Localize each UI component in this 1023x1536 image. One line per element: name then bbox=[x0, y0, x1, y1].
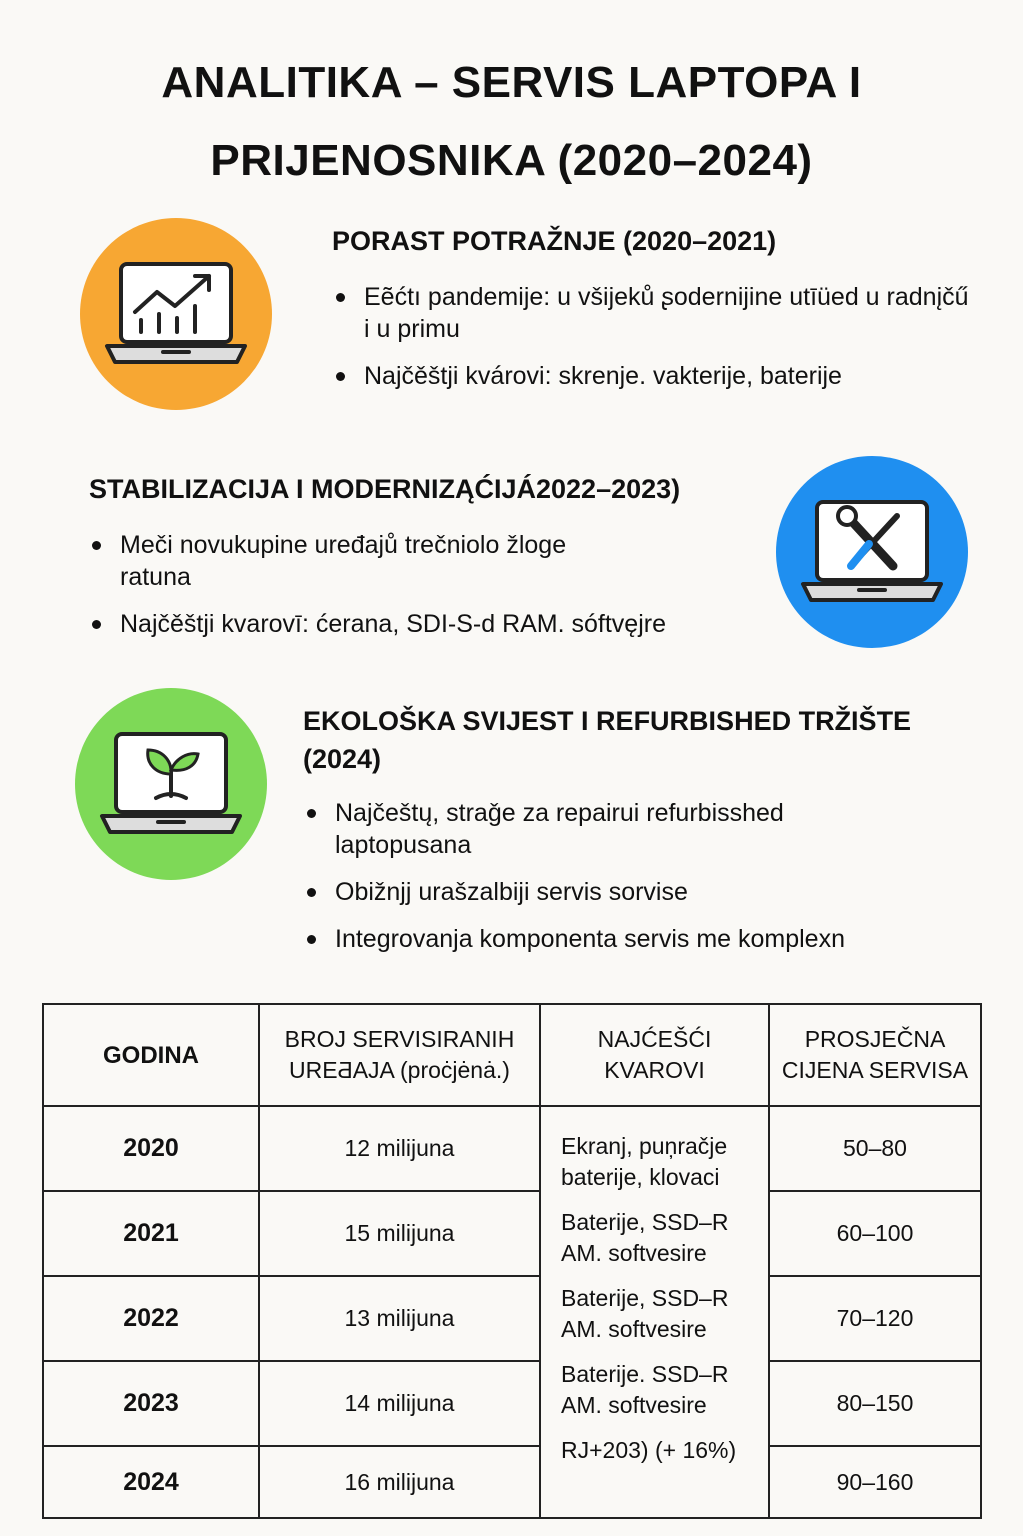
fault-entry: Baterije, SSD–R AM. softvesire bbox=[561, 1285, 729, 1342]
cell-devices: 13 milijuna bbox=[259, 1276, 540, 1361]
cell-year: 2021 bbox=[43, 1191, 259, 1276]
header-year: GODINA bbox=[43, 1004, 259, 1106]
cell-devices: 12 milijuna bbox=[259, 1106, 540, 1191]
section-1-bullets bbox=[334, 281, 974, 407]
laptop-plant-icon bbox=[96, 724, 246, 844]
list-item: Najčěštji kvárovi: skrenje. vakterije, baterije bbox=[334, 360, 974, 392]
service-stats-table bbox=[42, 1003, 982, 1519]
cell-year: 2024 bbox=[43, 1446, 259, 1518]
table-header-row bbox=[43, 1004, 981, 1106]
section-2-bullets bbox=[90, 529, 750, 655]
section-1-heading: PORAST POTRAŽNJE (2020–2021) bbox=[332, 226, 777, 256]
header-price: PROSJEČNA CIJENA SERVISA bbox=[769, 1004, 981, 1106]
section-1-icon-circle bbox=[80, 218, 272, 410]
table-row bbox=[43, 1446, 981, 1518]
cell-year: 2020 bbox=[43, 1106, 259, 1191]
cell-year: 2023 bbox=[43, 1361, 259, 1446]
list-item: Integrovanja komponenta servis me komplexn bbox=[305, 923, 945, 955]
section-3-heading bbox=[303, 702, 973, 778]
laptop-tools-icon bbox=[797, 492, 947, 612]
cell-price: 80–150 bbox=[769, 1361, 981, 1446]
header-devices: BROJ SERVISIRANIH UREƋAJA (proċjėnȧ.) bbox=[259, 1004, 540, 1106]
fault-entry: Baterije. SSD–R AM. softvesire bbox=[561, 1361, 729, 1418]
cell-devices: 14 milijuna bbox=[259, 1361, 540, 1446]
section-3-icon-circle bbox=[75, 688, 267, 880]
cell-devices: 16 milijuna bbox=[259, 1446, 540, 1518]
section-3-bullets bbox=[305, 797, 945, 970]
table-row bbox=[43, 1361, 981, 1446]
cell-year: 2022 bbox=[43, 1276, 259, 1361]
cell-devices: 15 milijuna bbox=[259, 1191, 540, 1276]
header-faults: NAJĆEŠĆI KVAROVI bbox=[540, 1004, 769, 1106]
list-item: Obižnjj urašzalbiji servis sorvise bbox=[305, 876, 945, 908]
table-row bbox=[43, 1106, 981, 1191]
laptop-rising-chart-icon bbox=[101, 254, 251, 374]
list-item: Eẽćtı pandemije: u všijeků ʂodernijine utīüed u radnįčű i u primu bbox=[334, 281, 974, 345]
section-2-heading: STABILIZACIJA I MODERNIZĄĆIJÁ2022–2023) bbox=[89, 474, 681, 504]
cell-price: 60–100 bbox=[769, 1191, 981, 1276]
fault-entry: Baterije, SSD–R AM. softvesire bbox=[561, 1209, 729, 1266]
table-row bbox=[43, 1191, 981, 1276]
cell-price: 70–120 bbox=[769, 1276, 981, 1361]
cell-price: 90–160 bbox=[769, 1446, 981, 1518]
page-title bbox=[0, 44, 1023, 200]
list-item: Meči novukupine uređajů trečniolo žloge ratuna bbox=[90, 529, 600, 593]
section-2-icon-circle bbox=[776, 456, 968, 648]
cell-faults-merged bbox=[540, 1106, 769, 1518]
title-line-1: ANALITIKA – SERVIS LAPTOPA I bbox=[161, 58, 862, 107]
list-item: Najčěštji kvarovī: ćerana, SDI-S-d RAM. sóftvęjre bbox=[90, 608, 750, 640]
fault-entry: RJ+203) (+ 16%) bbox=[561, 1437, 737, 1463]
cell-price: 50–80 bbox=[769, 1106, 981, 1191]
fault-entry: Ekranj, puņračje baterije, klovaci bbox=[561, 1133, 728, 1190]
table-row bbox=[43, 1276, 981, 1361]
section-3-heading-text: EKOLOŠKA SVIJEST I REFURBISHED TRŽIŠTE (2024) bbox=[303, 706, 912, 774]
list-item: Najčeštų, straǧe za repairui refurbisshed laptopusana bbox=[305, 797, 895, 861]
title-line-2: PRIJENOSNIKA (2020–2024) bbox=[210, 136, 813, 185]
